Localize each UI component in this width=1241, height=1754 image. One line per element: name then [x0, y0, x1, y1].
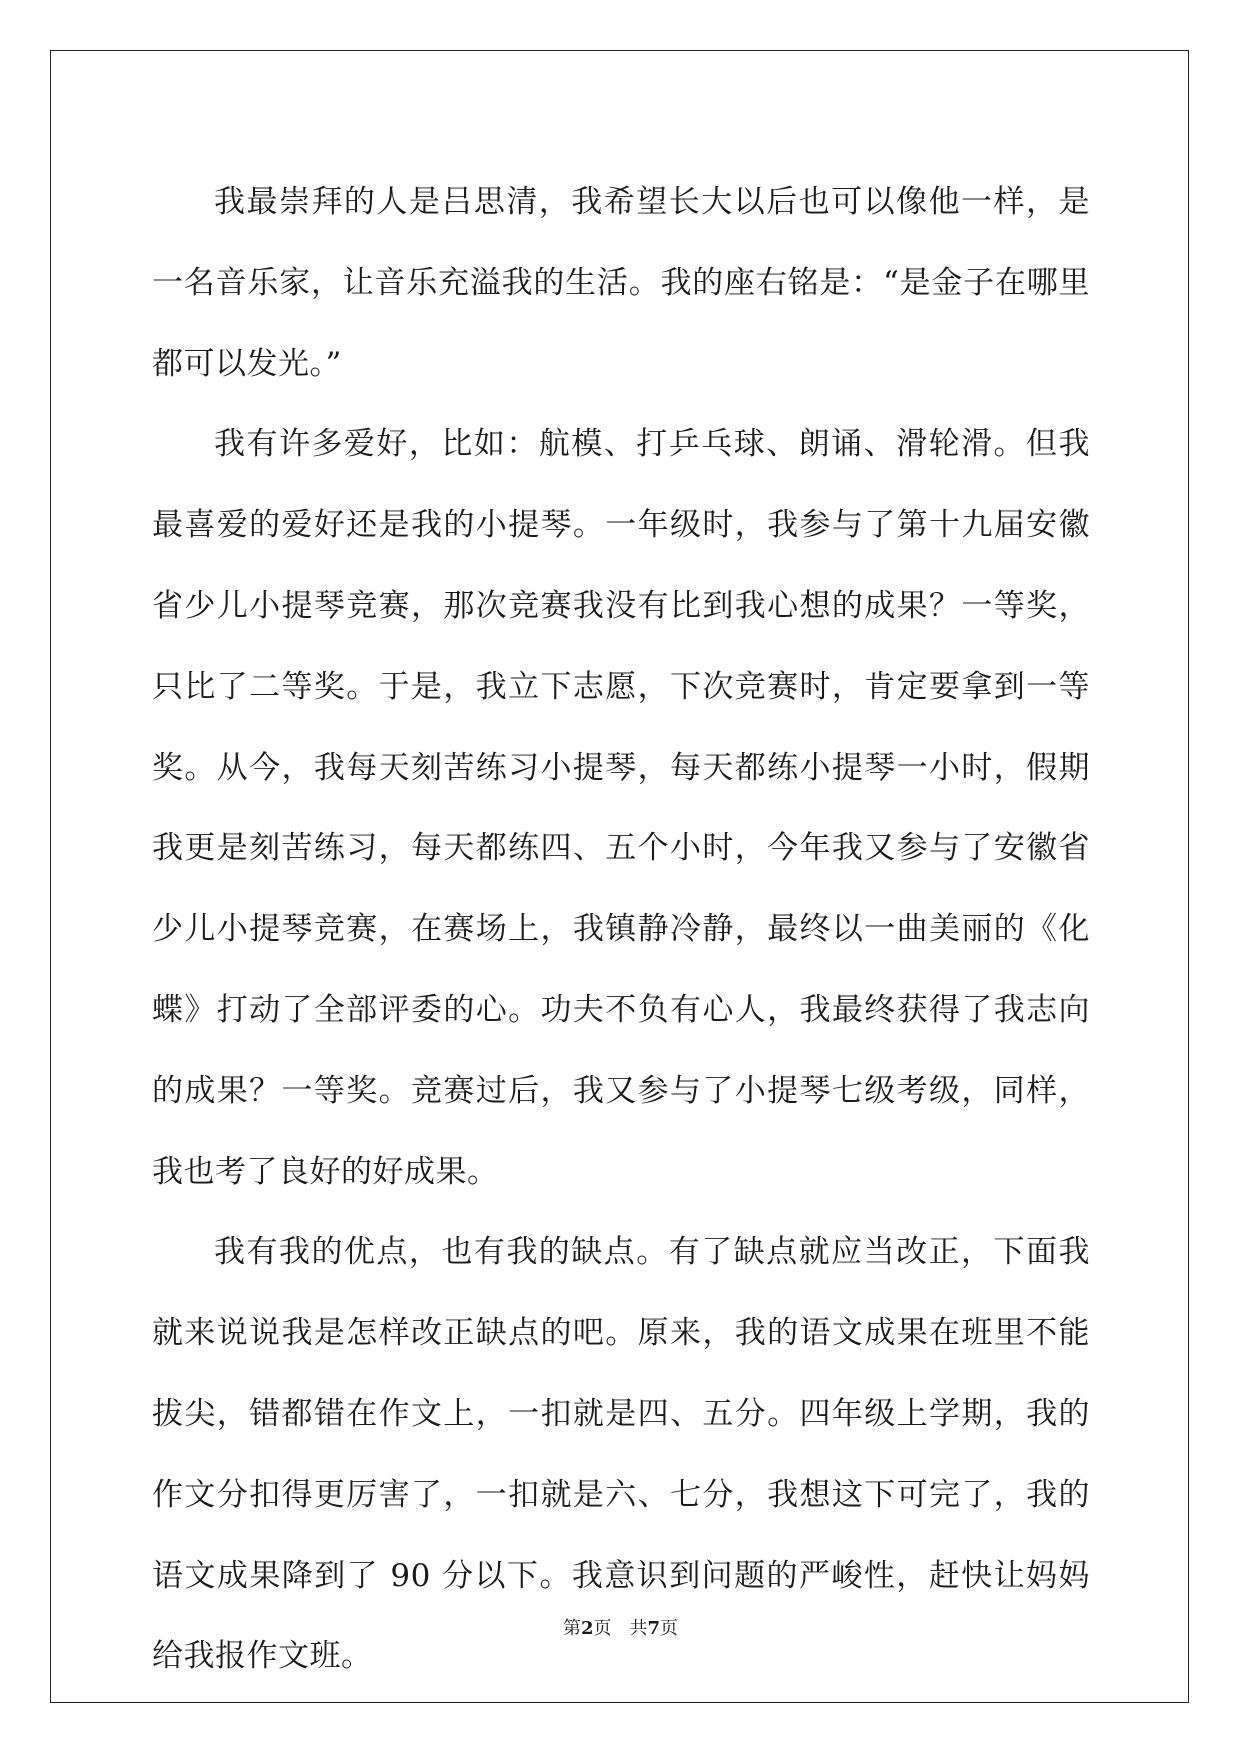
- paragraph: 我最崇拜的人是吕思清，我希望长大以后也可以像他一样，是一名音乐家，让音乐充溢我的生活。我的座右铭是：“是金子在哪里都可以发光。”: [152, 184, 1090, 382]
- total-label-suffix: 页: [660, 1618, 679, 1639]
- total-pages: 7: [647, 1618, 661, 1639]
- paragraph: 我有我的优点，也有我的缺点。有了缺点就应当改正，下面我就来说说我是怎样改正缺点的吧。原来，我的语文成果在班里不能拔尖，错都错在作文上，一扣就是四、五分。四年级上学期，我的作文分扣得更厉害了，一扣就是六、七分，我想这下可完了，我的语文成果降到了 90 分以下。我意识到问题的严峻性，赶快让妈妈给我报作文班。: [152, 1234, 1090, 1675]
- page-label-suffix: 页: [593, 1618, 612, 1639]
- page-footer: [0, 1614, 1241, 1640]
- page-number: 2: [580, 1618, 594, 1639]
- paragraph: 我有许多爱好，比如：航模、打乒乓球、朗诵、滑轮滑。但我最喜爱的爱好还是我的小提琴。一年级时，我参与了第十九届安徽省少儿小提琴竞赛，那次竞赛我没有比到我心想的成果？一等奖，只比了二等奖。于是，我立下志愿，下次竞赛时，肯定要拿到一等奖。从今，我每天刻苦练习小提琴，每天都练小提琴一小时，假期我更是刻苦练习，每天都练四、五个小时，今年我又参与了安徽省少儿小提琴竞赛，在赛场上，我镇静冷静，最终以一曲美丽的《化蝶》打动了全部评委的心。功夫不负有心人，我最终获得了我志向的成果？一等奖。竞赛过后，我又参与了小提琴七级考级，同样，我也考了良好的好成果。: [152, 426, 1090, 1190]
- total-label-prefix: 共: [629, 1618, 648, 1639]
- page-label-prefix: 第: [562, 1618, 581, 1639]
- document-body: [152, 162, 1090, 1697]
